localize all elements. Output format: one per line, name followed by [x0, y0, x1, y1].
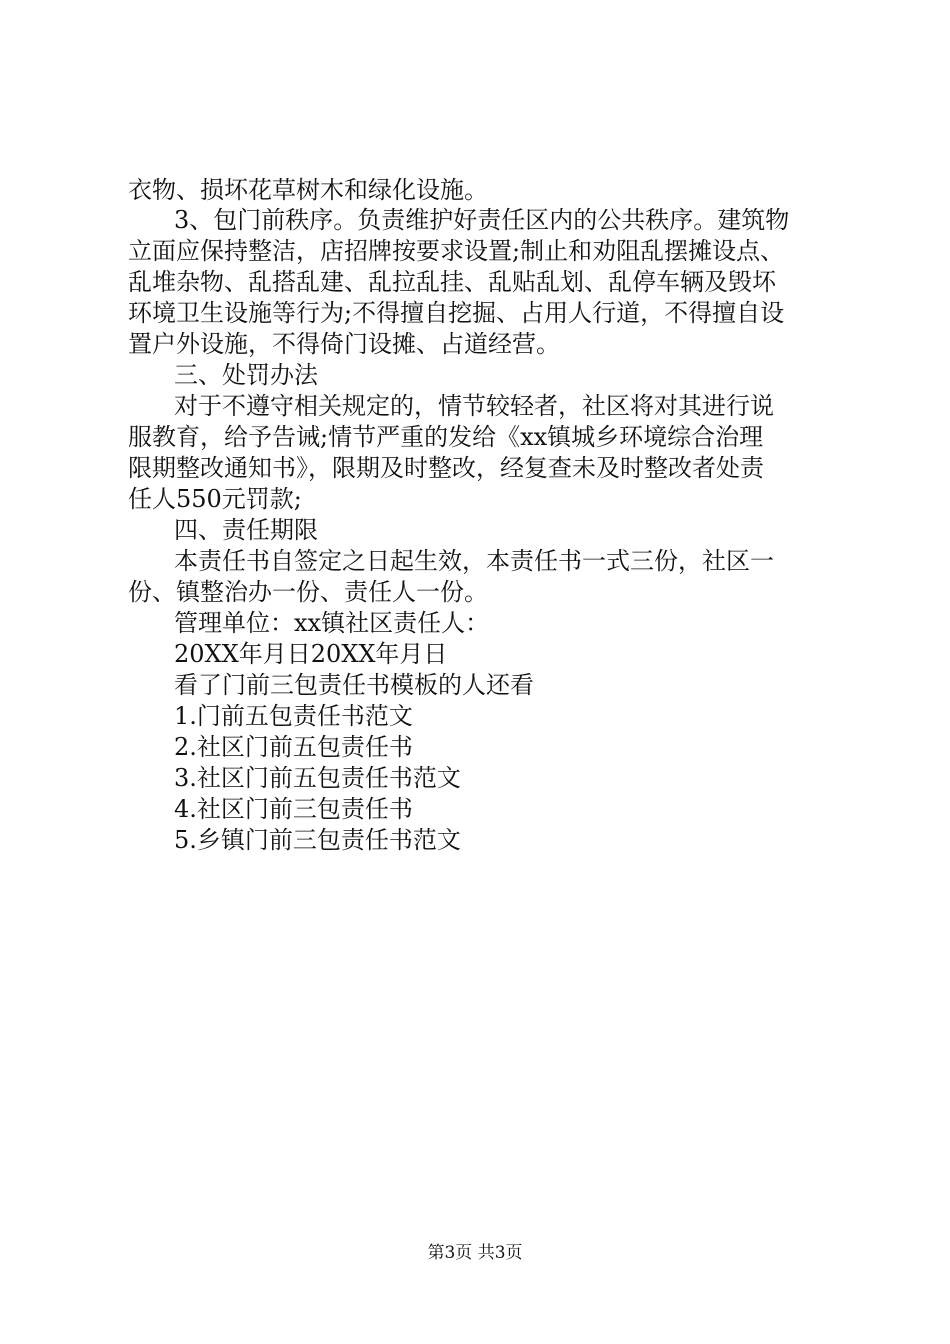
related-heading: 看了门前三包责任书模板的人还看: [174, 671, 534, 699]
paragraph-line: 对于不遵守相关规定的，情节较轻者，社区将对其进行说: [174, 392, 774, 420]
paragraph-line: 环境卫生设施等行为;不得擅自挖掘、占用人行道，不得擅自设: [128, 299, 785, 327]
paragraph-line: 服教育，给予告诫;情节严重的发给《xx镇城乡环境综合治理: [128, 423, 764, 451]
related-item: 5.乡镇门前三包责任书范文: [174, 826, 461, 854]
signature-line: 管理单位：xx镇社区责任人：: [174, 609, 490, 637]
related-item: 3.社区门前五包责任书范文: [174, 764, 461, 792]
paragraph-line: 置户外设施，不得倚门设摊、占道经营。: [128, 330, 560, 358]
related-item: 2.社区门前五包责任书: [174, 733, 413, 761]
related-item: 4.社区门前三包责任书: [174, 795, 413, 823]
page-footer: 第3页 共3页: [427, 1243, 523, 1263]
paragraph-line: 任人550元罚款;: [128, 485, 302, 513]
section-heading: 四、责任期限: [174, 516, 318, 544]
date-line: 20XX年月日20XX年月日: [174, 640, 448, 668]
paragraph-line: 本责任书自签定之日起生效，本责任书一式三份，社区一: [174, 547, 774, 575]
paragraph-line: 乱堆杂物、乱搭乱建、乱拉乱挂、乱贴乱划、乱停车辆及毁坏: [128, 268, 776, 296]
paragraph-line: 限期整改通知书》，限期及时整改，经复查未及时整改者处责: [128, 454, 764, 482]
paragraph-line: 份、镇整治办一份、责任人一份。: [128, 578, 488, 606]
paragraph-line: 衣物、损坏花草树木和绿化设施。: [128, 176, 488, 204]
paragraph-line: 立面应保持整洁，店招牌按要求设置;制止和劝阻乱摆摊设点、: [128, 237, 785, 265]
paragraph-line: 3、包门前秩序。负责维护好责任区内的公共秩序。建筑物: [174, 206, 790, 234]
related-item: 1.门前五包责任书范文: [174, 702, 413, 730]
section-heading: 三、处罚办法: [174, 361, 318, 389]
